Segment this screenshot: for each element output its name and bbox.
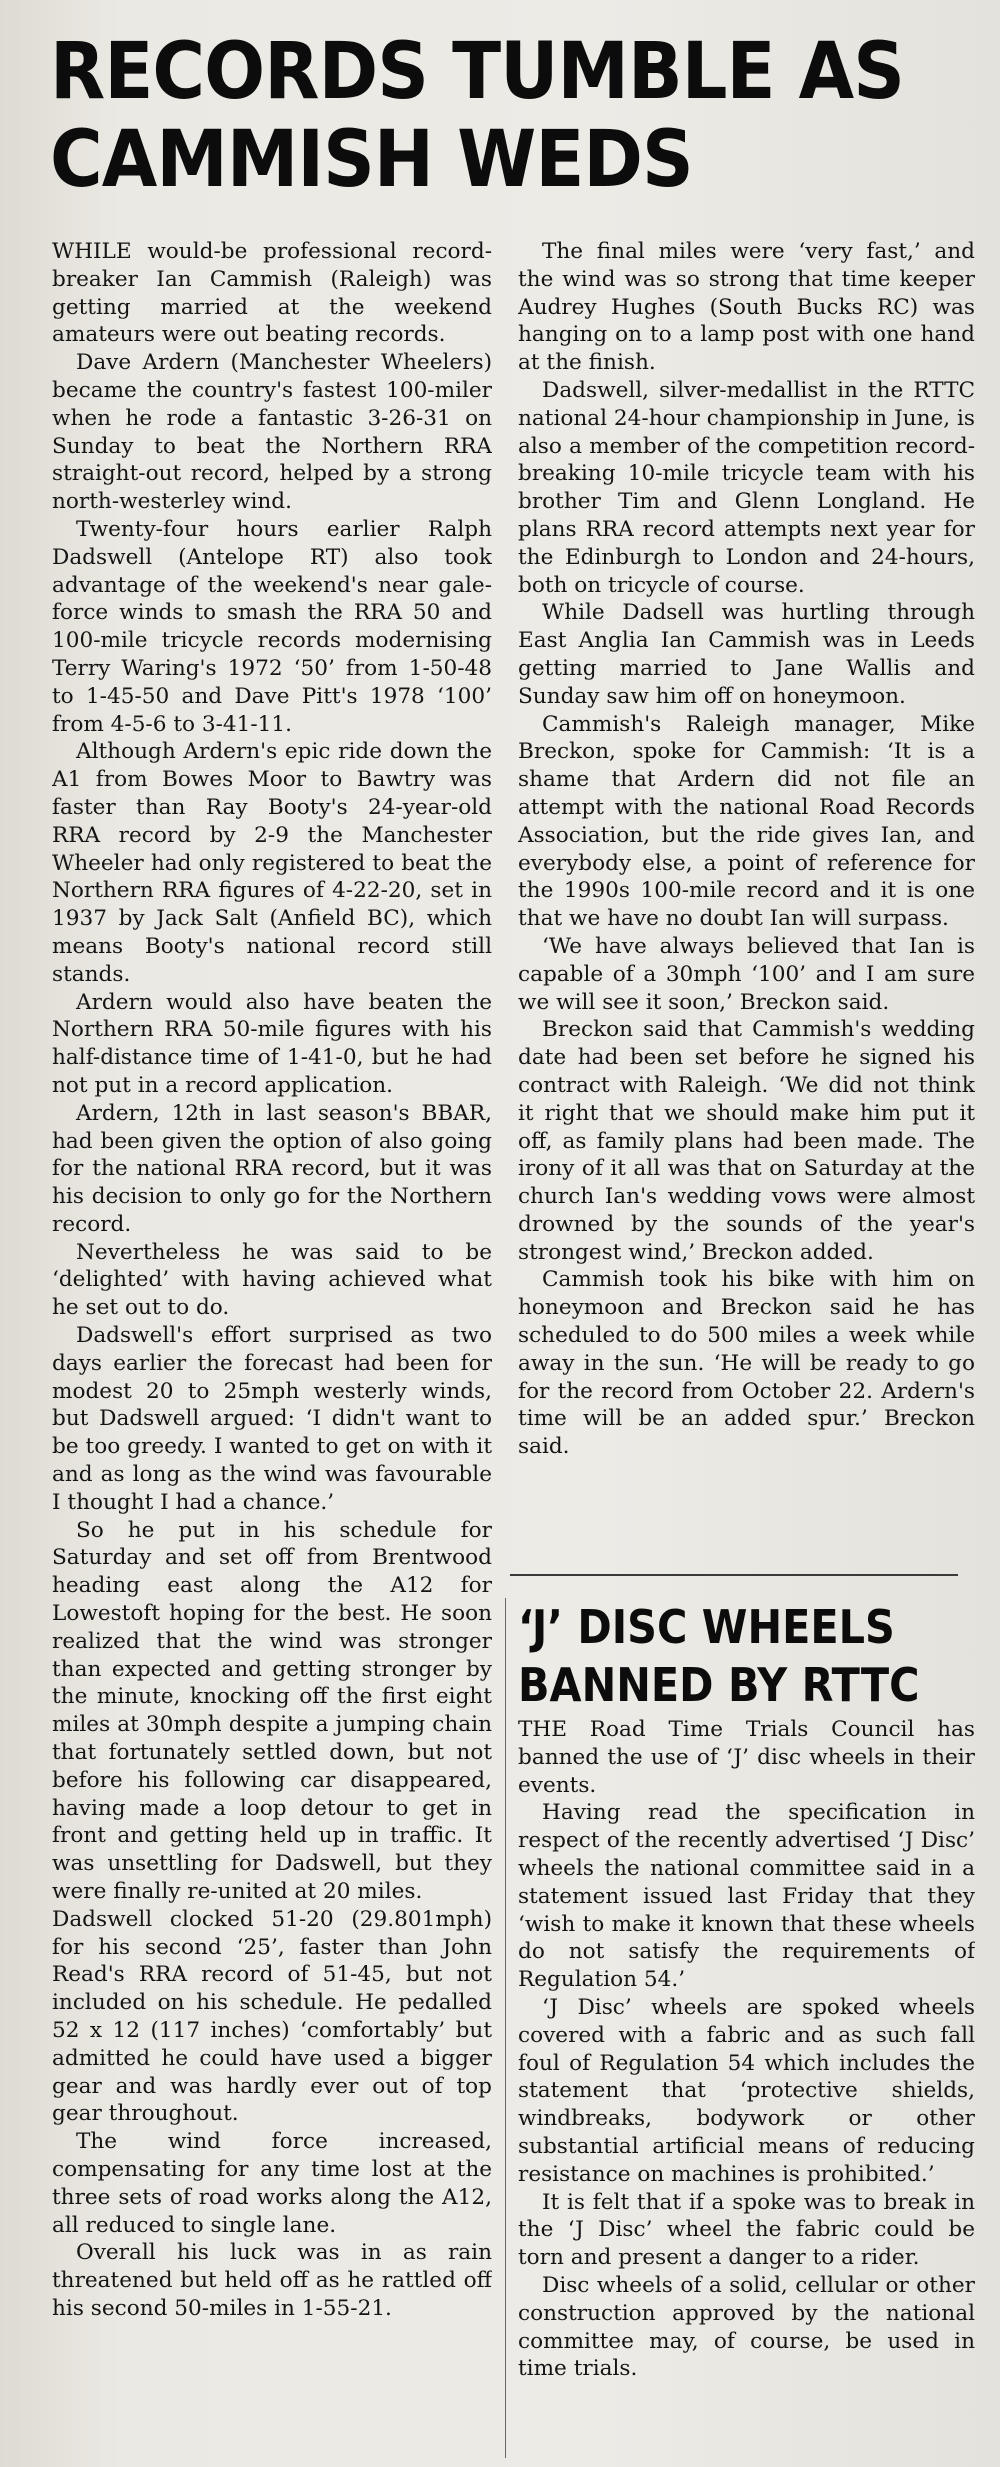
sidebar-paragraph: Disc wheels of a solid, cellular or other construction approved by the national committee may, of course, be used in time trials. xyxy=(518,2272,975,2382)
article-paragraph: Ardern, 12th in last season's BBAR, had been given the option of also going for the national RRA record, but it was his decision to only go for the Northern record. xyxy=(52,1100,492,1237)
article-paragraph: Dave Ardern (Manchester Wheelers) became the country's fastest 100-miler when he rode a fantastic 3-26-31 on Sunday to beat the Northern RRA straight-out record, helped by a strong north-westerley wind. xyxy=(52,350,492,515)
article-paragraph: Dadswell clocked 51-20 (29.801mph) for his second ‘25’, faster than John Read's RRA record of 51-45, but not included on his schedule. He pedalled 52 x 12 (117 inches) ‘comfortably’ but admitted he could have used a bigger gear and was hardly ever out of top gear throughout. xyxy=(52,1906,492,2127)
article-paragraph: Dadswell's effort surprised as two days earlier the forecast had been for modest 20 to 25mph westerly winds, but Dadswell argued: ‘I didn't want to be too greedy. I wanted to get on with it and as long as the wind was favourable I thought I had a chance.’ xyxy=(52,1323,492,1515)
article-paragraph: Although Ardern's epic ride down the A1 from Bowes Moor to Bawtry was faster than Ray Booty's 24-year-old RRA record by 2-9 the Manchester Wheeler had only registered to beat the Northern RRA figures of 4-22-20, set in 1937 by Jack Salt (Anfield BC), which means Booty's national record still stands. xyxy=(52,739,492,987)
article-column-right xyxy=(518,238,975,1558)
column-rule xyxy=(505,1598,506,2458)
article-paragraph: Nevertheless he was said to be ‘delighted’ with having achieved what he set out to do. xyxy=(52,1239,492,1321)
sidebar-paragraph: It is felt that if a spoke was to break in the ‘J Disc’ wheel the fabric could be torn and present a danger to a rider. xyxy=(518,2189,975,2271)
article-paragraph: So he put in his schedule for Saturday and set off from Brentwood heading east along the A12 for Lowestoft hoping for the best. He soon realized that the wind was stronger than expected and getting stronger by the minute, knocking off the first eight miles at 30mph despite a jumping chain that fortunately settled down, but not before his following car disappeared, having made a loop detour to get in front and getting held up in traffic. It was unsettling for Dadswell, but they were finally re-united at 20 miles. xyxy=(52,1517,492,1905)
article-paragraph: The wind force increased, compensating for any time lost at the three sets of road works along the A12, all reduced to single lane. xyxy=(52,2129,492,2238)
article-paragraph: Cammish's Raleigh manager, Mike Breckon, spoke for Cammish: ‘It is a shame that Ardern did not file an attempt with the national Road Records Association, but the ride gives Ian, and everybody else, a point of reference for the 1990s 100-mile record and it is one that we have no doubt Ian will surpass. xyxy=(518,711,975,932)
article-headline: RECORDS TUMBLE AS CAMMISH WEDS xyxy=(50,27,905,205)
article-paragraph: Ardern would also have beaten the Northern RRA 50-mile figures with his half-distance time of 1-41-0, but he had not put in a record application. xyxy=(52,989,492,1098)
sidebar-paragraph: THE Road Time Trials Council has banned the use of ‘J’ disc wheels in their events. xyxy=(518,1717,975,1798)
sidebar-headline: ‘J’ DISC WHEELS BANNED BY RTTC xyxy=(518,1600,920,1712)
article-paragraph: Breckon said that Cammish's wedding date had been set before he signed his contract with Raleigh. ‘We did not think it right that we should make him put it off, as family plans had been made. The irony of it all was that on Saturday at the church Ian's wedding vows were almost drowned by the sounds of the year's strongest wind,’ Breckon added. xyxy=(518,1017,975,1265)
article-paragraph: Dadswell, silver-medallist in the RTTC national 24-hour championship in June, is also a member of the competition record-breaking 10-mile tricycle team with his brother Tim and Glenn Longland. He plans RRA record attempts next year for the Edinburgh to London and 24-hours, both on tricycle of course. xyxy=(518,377,975,598)
article-paragraph: ‘We have always believed that Ian is capable of a 30mph ‘100’ and I am sure we will see it soon,’ Breckon said. xyxy=(518,933,975,1015)
article-paragraph: While Dadsell was hurtling through East Anglia Ian Cammish was in Leeds getting married to Jane Wallis and Sunday saw him off on honeymoon. xyxy=(518,600,975,709)
article-paragraph: WHILE would-be professional record-breaker Ian Cammish (Raleigh) was getting married at the weekend amateurs were out beating records. xyxy=(52,239,492,348)
article-paragraph: Cammish took his bike with him on honeymoon and Breckon said he has scheduled to do 500 miles a week while away in the sun. ‘He will be ready to go for the record from October 22. Ardern's time will be an added spur.’ Breckon said. xyxy=(518,1267,975,1460)
article-paragraph: Twenty-four hours earlier Ralph Dadswell (Antelope RT) also took advantage of the weekend's near gale-force winds to smash the RRA 50 and 100-mile tricycle records modernising Terry Waring's 1972 ‘50’ from 1-50-48 to 1-45-50 and Dave Pitt's 1978 ‘100’ from 4-5-6 to 3-41-11. xyxy=(52,516,492,737)
section-divider xyxy=(510,1574,958,1576)
sidebar-column xyxy=(518,1716,975,2456)
article-column-left xyxy=(52,238,492,2448)
article-paragraph: Overall his luck was in as rain threatened but held off as he rattled off his second 50-miles in 1-55-21. xyxy=(52,2240,492,2321)
article-paragraph: The final miles were ‘very fast,’ and the wind was so strong that time keeper Audrey Hughes (South Bucks RC) was hanging on to a lamp post with one hand at the finish. xyxy=(518,239,975,376)
sidebar-paragraph: Having read the specification in respect of the recently advertised ‘J Disc’ wheels the national committee said in a statement issued last Friday that they ‘wish to make it known that these wheels do not satisfy the requirements of Regulation 54.’ xyxy=(518,1800,975,1993)
sidebar-paragraph: ‘J Disc’ wheels are spoked wheels covered with a fabric and as such fall foul of Regulation 54 which includes the statement that ‘protective shields, windbreaks, bodywork or other substantial artificial means of reducing resistance on machines is prohibited.’ xyxy=(518,1994,975,2187)
